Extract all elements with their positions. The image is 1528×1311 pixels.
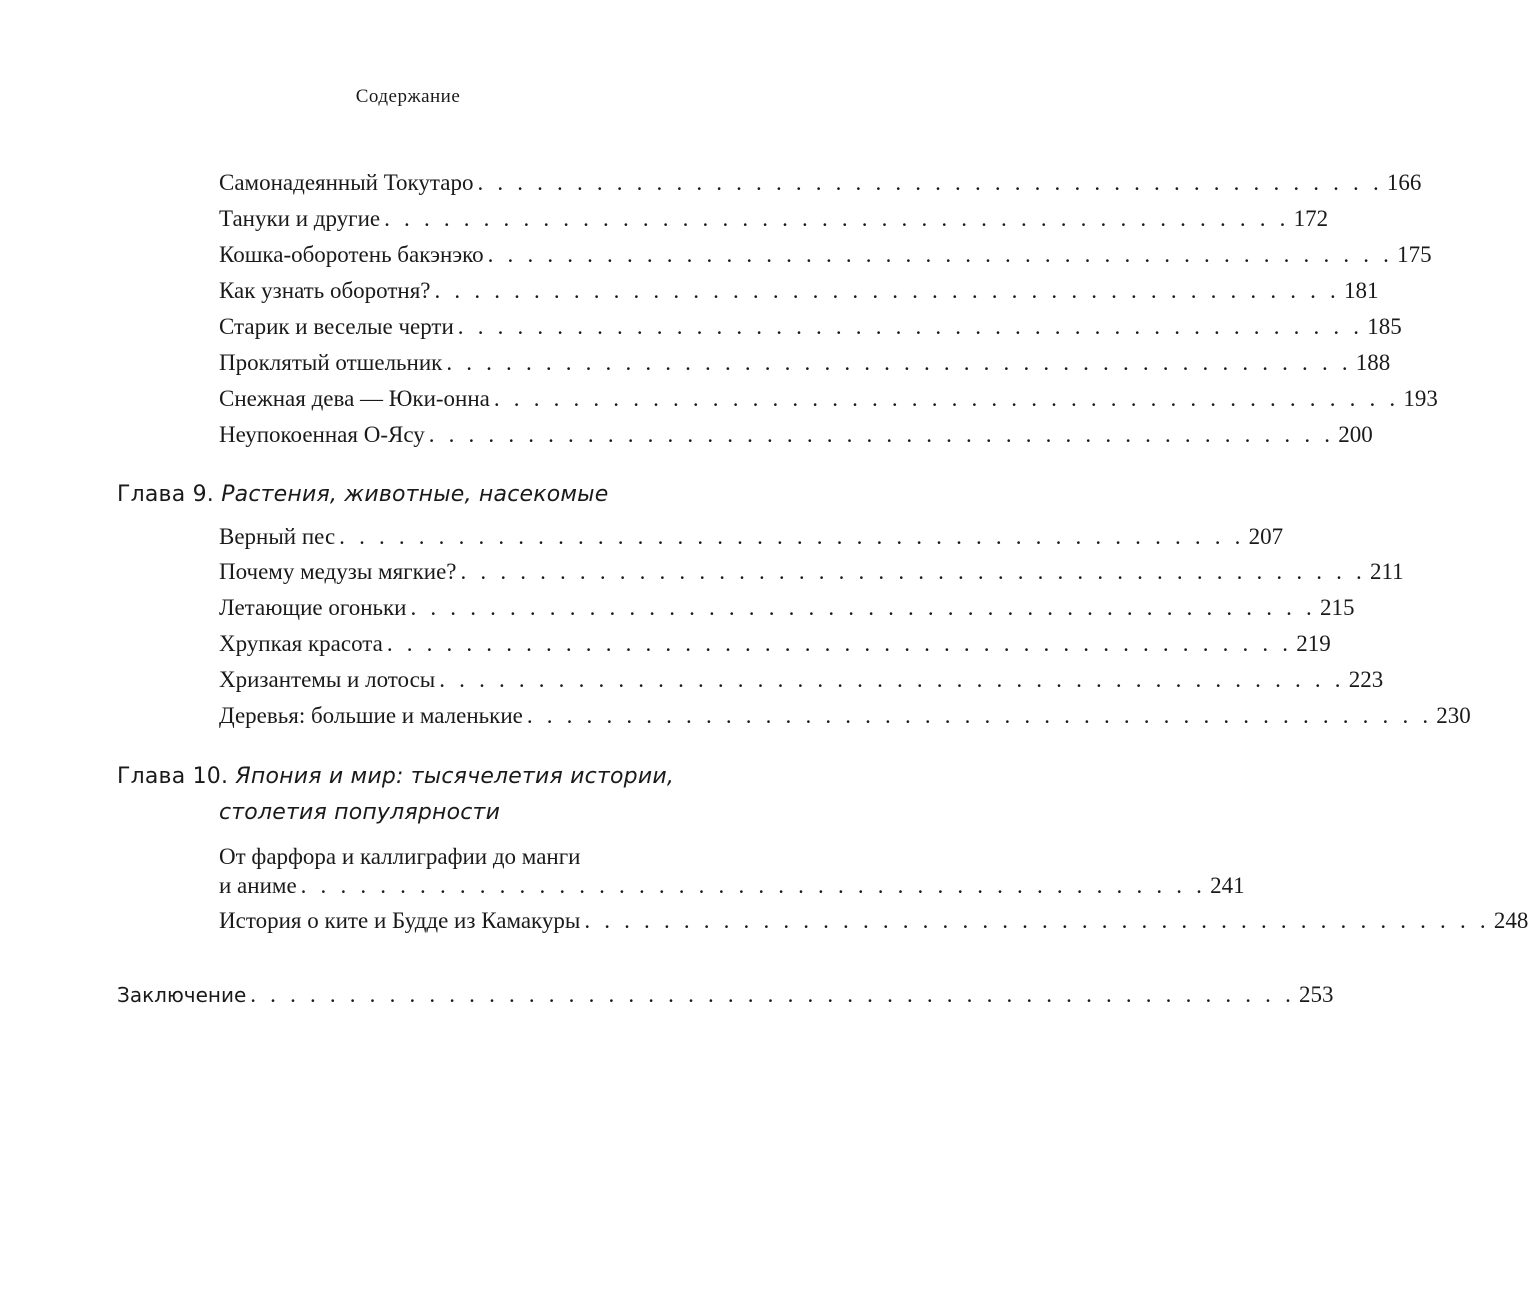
dot-leader: . . . . . . . . . . . . . . . . . . . . . . . . . . . . . . . . . . . . . . . . . . . . . .	[584, 908, 1490, 933]
toc-entry-page: 207	[1248, 524, 1284, 549]
toc-entry[interactable]	[219, 906, 1528, 936]
chapter-title-continuation	[219, 798, 500, 828]
toc-entry-page: 181	[1343, 278, 1379, 303]
dot-leader: . . . . . . . . . . . . . . . . . . . . . . . . . . . . . . . . . . . . . . . . . . . . . .	[439, 667, 1345, 692]
dot-leader: . . . . . . . . . . . . . . . . . . . . . . . . . . . . . . . . . . . . . . . . . . . . . .	[457, 314, 1364, 339]
toc-entry-title: Кошка-оборотень бакэнэко	[219, 242, 484, 267]
toc-entry-title: Снежная дева — Юки-онна	[219, 386, 490, 411]
toc-entry[interactable]	[219, 312, 1402, 342]
toc-entry-title: и аниме	[219, 873, 297, 898]
chapter-title: Растения, животные, насекомые	[221, 482, 609, 507]
toc-entry-title: История о ките и Будде из Камакуры	[219, 908, 581, 933]
dot-leader: . . . . . . . . . . . . . . . . . . . . . . . . . . . . . . . . . . . . . . . . . . . . . .	[410, 595, 1316, 620]
toc-entry-title: Старик и веселые черти	[219, 314, 454, 339]
dot-leader: . . . . . . . . . . . . . . . . . . . . . . . . . . . . . . . . . . . . . . . . . . . . . .	[493, 386, 1400, 411]
toc-entry[interactable]	[219, 701, 1471, 731]
chapter-label: Глава 9.	[117, 482, 214, 507]
toc-entry-page: 188	[1355, 350, 1391, 375]
dot-leader: . . . . . . . . . . . . . . . . . . . . . . . . . . . . . . . . . . . . . . . . . . . . . .	[384, 206, 1290, 231]
chapter-heading[interactable]	[117, 480, 608, 510]
dot-leader: . . . . . . . . . . . . . . . . . . . . . . . . . . . . . . . . . . . . . . . . . . . . . .	[339, 524, 1245, 549]
toc-entry[interactable]	[219, 204, 1329, 234]
toc-entry-title: Заключение	[117, 983, 247, 1007]
toc-entry[interactable]	[219, 593, 1355, 623]
chapter-title: столетия популярности	[219, 800, 501, 825]
toc-entry-title: Хрупкая красота	[219, 631, 383, 656]
toc-entry[interactable]	[219, 276, 1379, 306]
toc-entry-page: 193	[1403, 386, 1438, 411]
toc-entry-page: 248	[1493, 908, 1528, 933]
toc-entry-page: 253	[1299, 982, 1334, 1007]
toc-entry-page: 185	[1367, 314, 1402, 339]
toc-entry-page: 215	[1319, 595, 1355, 620]
toc-entry[interactable]	[219, 665, 1384, 695]
toc-entry-title: Тануки и другие	[219, 206, 381, 231]
toc-entry-page: 175	[1397, 242, 1432, 267]
dot-leader: . . . . . . . . . . . . . . . . . . . . . . . . . . . . . . . . . . . . . . . . . . . . . .	[428, 422, 1335, 447]
toc-entry-title: Деревья: большие и маленькие	[219, 703, 523, 728]
toc-entry-title: Хризантемы и лотосы	[219, 667, 436, 692]
toc-entry-title: Самонадеянный Токутаро	[219, 170, 474, 195]
page-header: Содержание	[355, 86, 461, 107]
toc-entry-title: Верный пес	[219, 524, 336, 549]
toc-entry-title: Проклятый отшельник	[219, 350, 443, 375]
dot-leader: . . . . . . . . . . . . . . . . . . . . . . . . . . . . . . . . . . . . . . . . . . . . . .	[526, 703, 1433, 728]
toc-entry[interactable]	[219, 629, 1331, 659]
toc-entry-conclusion[interactable]	[117, 980, 1334, 1010]
dot-leader: . . . . . . . . . . . . . . . . . . . . . . . . . . . . . . . . . . . . . . . . . . . . . .	[477, 170, 1383, 195]
toc-entry-page: 223	[1348, 667, 1384, 692]
dot-leader: . . . . . . . . . . . . . . . . . . . . . . . . . . . . . . . . . . . . . . . . . . . . . .	[434, 278, 1340, 303]
toc-entry-title: Летающие огоньки	[219, 595, 407, 620]
dot-leader: . . . . . . . . . . . . . . . . . . . . . . . . . . . . . . . . . . . . . . . . . . . . . .	[487, 242, 1394, 267]
toc-entry[interactable]	[219, 522, 1284, 552]
toc-entry[interactable]	[219, 420, 1373, 450]
dot-leader: . . . . . . . . . . . . . . . . . . . . . . . . . . . . . . . . . . . . . . . . . . . . . .	[300, 873, 1207, 898]
toc-entry-page: 200	[1338, 422, 1373, 447]
chapter-title: Япония и мир: тысячелетия истории,	[235, 764, 675, 789]
toc-entry-page: 172	[1293, 206, 1329, 231]
toc-entry-page: 230	[1436, 703, 1471, 728]
toc-entry-page: 241	[1210, 873, 1245, 898]
toc-entry-page: 219	[1296, 631, 1331, 656]
toc-entry-title: Почему медузы мягкие?	[219, 559, 457, 584]
toc-entry-page: 211	[1369, 559, 1404, 584]
dot-leader: . . . . . . . . . . . . . . . . . . . . . . . . . . . . . . . . . . . . . . . . . . . . . . . . . . . . .	[250, 982, 1296, 1007]
toc-entry[interactable]	[219, 871, 1245, 901]
dot-leader: . . . . . . . . . . . . . . . . . . . . . . . . . . . . . . . . . . . . . . . . . . . . . .	[460, 559, 1366, 584]
toc-entry-title: Как узнать оборотня?	[219, 278, 431, 303]
chapter-label: Глава 10.	[117, 764, 229, 789]
toc-entry[interactable]	[219, 384, 1438, 414]
dot-leader: . . . . . . . . . . . . . . . . . . . . . . . . . . . . . . . . . . . . . . . . . . . . . .	[386, 631, 1293, 656]
toc-entry-page: 166	[1386, 170, 1422, 195]
toc-entry[interactable]	[219, 348, 1391, 378]
dot-leader: . . . . . . . . . . . . . . . . . . . . . . . . . . . . . . . . . . . . . . . . . . . . . .	[446, 350, 1352, 375]
toc-entry[interactable]	[219, 240, 1432, 270]
toc-entry-title-line[interactable]: От фарфора и каллиграфии до манги	[219, 844, 581, 869]
toc-entry-title: Неупокоенная О-Ясу	[219, 422, 425, 447]
toc-entry[interactable]	[219, 168, 1422, 198]
chapter-heading[interactable]	[117, 762, 674, 792]
toc-entry[interactable]	[219, 557, 1404, 587]
